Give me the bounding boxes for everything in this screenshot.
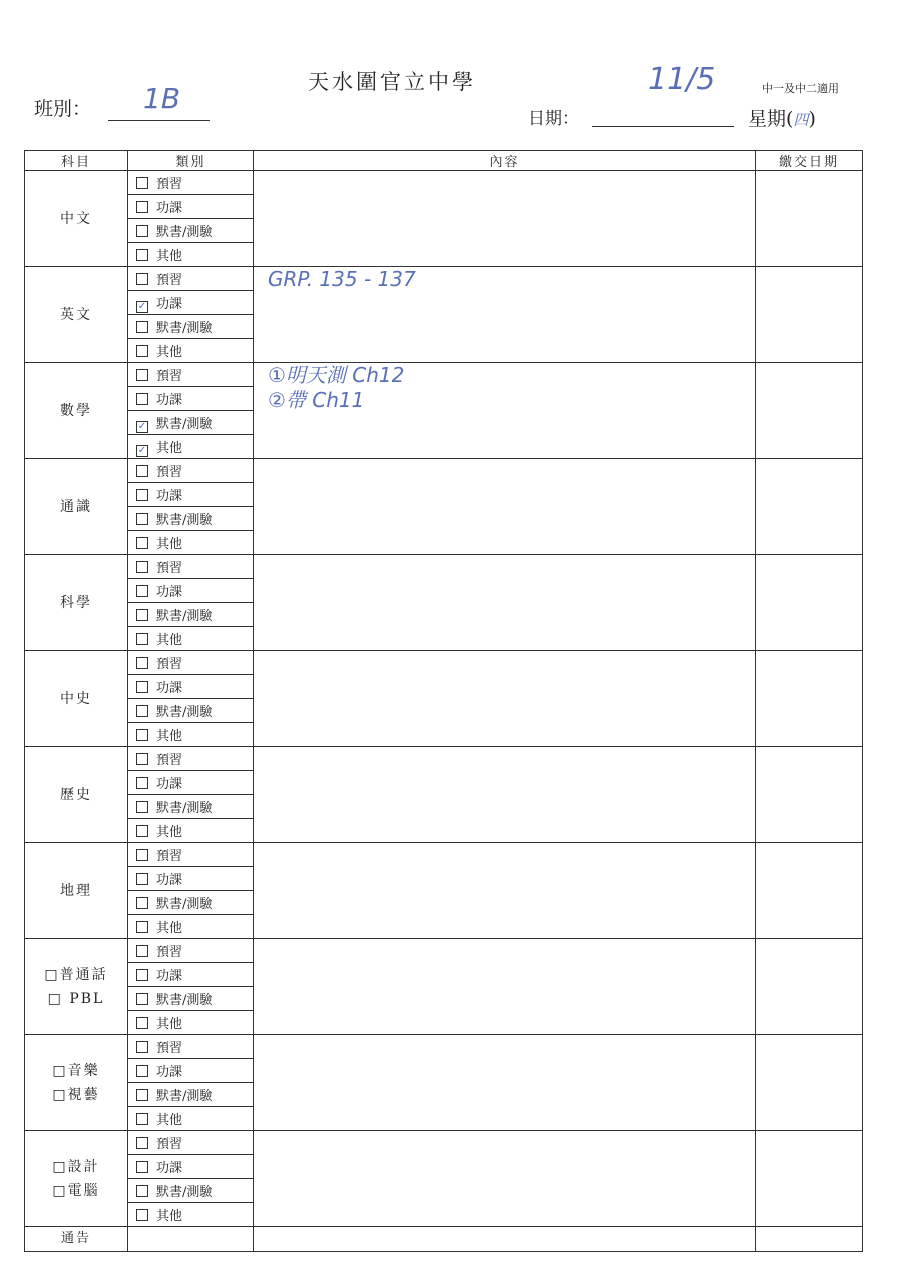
date-label: 日期： — [528, 109, 579, 129]
due-date-cell[interactable] — [756, 651, 863, 747]
category-label: 預習 — [156, 945, 183, 960]
category-cell[interactable] — [128, 651, 254, 675]
category-label: 默書/測驗 — [156, 801, 213, 816]
category-cell[interactable] — [128, 339, 254, 363]
checkbox-icon[interactable] — [136, 993, 148, 1005]
category-cell[interactable] — [128, 1011, 254, 1035]
category-cell[interactable] — [128, 795, 254, 819]
category-label: 功課 — [156, 873, 183, 888]
handwritten-note: ①明天測 Ch12 — [268, 363, 405, 387]
handwritten-note: GRP. 135 - 137 — [268, 267, 416, 291]
checkbox-icon[interactable] — [136, 585, 148, 597]
category-label: 默書/測驗 — [156, 897, 213, 912]
subject-label: 科學 — [60, 594, 92, 611]
table-row — [25, 1035, 863, 1059]
checkbox-icon[interactable] — [136, 633, 148, 645]
table-row — [25, 171, 863, 195]
subject-label: 中史 — [60, 690, 92, 707]
due-date-cell[interactable] — [756, 1131, 863, 1227]
category-label: 其他 — [156, 440, 183, 456]
checkbox-checked-icon[interactable]: ✓ — [137, 420, 147, 432]
category-label: 預習 — [156, 849, 183, 864]
content-cell[interactable] — [254, 267, 756, 363]
checkbox-icon[interactable] — [136, 1185, 148, 1197]
subject-cell — [25, 171, 128, 267]
applicable-note: 中一及中二適用 — [762, 82, 839, 95]
category-cell[interactable] — [128, 459, 254, 483]
due-date-cell[interactable] — [756, 939, 863, 1035]
due-date-cell[interactable] — [756, 363, 863, 459]
category-cell[interactable] — [128, 915, 254, 939]
category-cell[interactable] — [128, 603, 254, 627]
category-cell[interactable] — [128, 363, 254, 387]
category-label: 功課 — [156, 969, 183, 984]
col-category: 類別 — [128, 151, 254, 171]
subject-label: 地理 — [60, 882, 92, 899]
category-cell[interactable] — [128, 435, 254, 459]
category-label: 功課 — [156, 1161, 183, 1176]
checkbox-icon[interactable] — [136, 1089, 148, 1101]
table-row — [25, 651, 863, 675]
checkbox-icon[interactable] — [136, 801, 148, 813]
subject-label: □電腦 — [52, 1182, 100, 1199]
col-subject: 科目 — [25, 151, 128, 171]
category-cell[interactable] — [128, 867, 254, 891]
checkbox-icon[interactable] — [136, 369, 148, 381]
category-label: 功課 — [156, 393, 183, 408]
category-label: 默書/測驗 — [156, 1185, 213, 1200]
table-row — [25, 1131, 863, 1155]
category-label: 功課 — [156, 1065, 183, 1080]
notice-content-cell[interactable] — [254, 1227, 756, 1252]
category-cell[interactable] — [128, 819, 254, 843]
subject-cell — [25, 459, 128, 555]
category-cell[interactable] — [128, 699, 254, 723]
content-cell[interactable] — [254, 1035, 756, 1131]
category-cell[interactable] — [128, 1179, 254, 1203]
class-value: 1B — [143, 82, 181, 115]
handwritten-note: ②帶 Ch11 — [268, 388, 365, 412]
subject-cell — [25, 747, 128, 843]
category-label: 功課 — [156, 681, 183, 696]
category-cell[interactable] — [128, 1203, 254, 1227]
weekday-suffix: ) — [808, 108, 816, 130]
content-cell[interactable] — [254, 747, 756, 843]
category-label: 默書/測驗 — [156, 513, 213, 528]
subject-label: 通識 — [60, 498, 92, 515]
category-label: 其他 — [156, 921, 183, 936]
checkbox-icon[interactable] — [136, 945, 148, 957]
category-label: 預習 — [156, 177, 183, 192]
category-label: 其他 — [156, 537, 183, 552]
category-label: 預習 — [156, 657, 183, 672]
checkbox-icon[interactable] — [136, 705, 148, 717]
subject-cell — [25, 267, 128, 363]
checkbox-icon[interactable] — [136, 561, 148, 573]
category-label: 默書/測驗 — [156, 609, 213, 624]
checkbox-icon[interactable] — [136, 489, 148, 501]
category-cell[interactable] — [128, 747, 254, 771]
school-name: 天水圍官立中學 — [308, 70, 476, 94]
category-label: 預習 — [156, 465, 183, 480]
category-label: 預習 — [156, 1137, 183, 1152]
category-label: 其他 — [156, 345, 183, 360]
category-cell[interactable] — [128, 579, 254, 603]
checkbox-icon[interactable] — [136, 897, 148, 909]
checkbox-icon[interactable] — [136, 609, 148, 621]
subject-cell — [25, 1131, 128, 1227]
table-row — [25, 747, 863, 771]
date-underline — [592, 126, 734, 127]
category-cell[interactable] — [128, 675, 254, 699]
category-cell[interactable] — [128, 771, 254, 795]
subject-cell — [25, 555, 128, 651]
notice-row — [25, 1227, 863, 1252]
subject-label: □設計 — [52, 1158, 100, 1175]
checkbox-checked-icon[interactable]: ✓ — [137, 300, 147, 312]
category-cell[interactable] — [128, 939, 254, 963]
category-label: 其他 — [156, 1113, 183, 1128]
checkbox-icon[interactable] — [136, 465, 148, 477]
homework-table — [24, 150, 863, 1252]
subject-label: □ PBL — [47, 990, 105, 1007]
checkbox-icon[interactable] — [136, 201, 148, 213]
subject-cell — [25, 1035, 128, 1131]
category-label: 功課 — [156, 201, 183, 216]
category-cell[interactable] — [128, 987, 254, 1011]
category-label: 其他 — [156, 729, 183, 744]
subject-cell — [25, 651, 128, 747]
checkbox-icon[interactable] — [136, 873, 148, 885]
checkbox-icon[interactable] — [136, 1161, 148, 1173]
subject-cell — [25, 363, 128, 459]
checkbox-icon[interactable] — [136, 849, 148, 861]
class-label: 班別： — [34, 98, 92, 120]
category-label: 功課 — [156, 489, 183, 504]
due-date-cell[interactable] — [756, 555, 863, 651]
subject-label: 數學 — [60, 402, 92, 419]
weekday-value: 四 — [793, 111, 809, 129]
category-cell[interactable] — [128, 195, 254, 219]
checkbox-icon[interactable] — [136, 657, 148, 669]
date-value: 11/5 — [648, 62, 716, 97]
checkbox-icon[interactable] — [136, 1209, 148, 1221]
category-label: 默書/測驗 — [156, 225, 213, 240]
content-cell[interactable] — [254, 459, 756, 555]
category-label: 其他 — [156, 1017, 183, 1032]
subject-label: 中文 — [60, 210, 92, 227]
category-cell[interactable] — [128, 1083, 254, 1107]
due-date-cell[interactable] — [756, 1035, 863, 1131]
category-cell[interactable] — [128, 171, 254, 195]
content-cell[interactable] — [254, 843, 756, 939]
checkbox-icon[interactable] — [136, 1065, 148, 1077]
category-cell[interactable] — [128, 1107, 254, 1131]
subject-label: □普通話 — [44, 966, 108, 983]
category-cell[interactable] — [128, 891, 254, 915]
checkbox-icon[interactable] — [136, 1041, 148, 1053]
content-cell[interactable] — [254, 1131, 756, 1227]
category-cell[interactable] — [128, 411, 254, 435]
category-cell[interactable] — [128, 507, 254, 531]
due-date-cell[interactable] — [756, 171, 863, 267]
category-cell[interactable] — [128, 267, 254, 291]
checkbox-icon[interactable] — [136, 273, 148, 285]
checkbox-icon[interactable] — [136, 921, 148, 933]
table-row — [25, 555, 863, 579]
category-cell[interactable] — [128, 963, 254, 987]
notice-due-cell[interactable] — [756, 1227, 863, 1252]
content-cell[interactable] — [254, 363, 756, 459]
table-row — [25, 843, 863, 867]
checkbox-icon[interactable] — [136, 537, 148, 549]
checkbox-icon[interactable] — [136, 1113, 148, 1125]
checkbox-icon[interactable] — [136, 753, 148, 765]
content-cell[interactable] — [254, 651, 756, 747]
due-date-cell[interactable] — [756, 459, 863, 555]
table-row — [25, 363, 863, 387]
category-label: 預習 — [156, 1041, 183, 1056]
subject-label: 歷史 — [60, 786, 92, 803]
checkbox-icon[interactable] — [136, 777, 148, 789]
table-header-row — [25, 151, 863, 171]
subject-cell — [25, 843, 128, 939]
checkbox-checked-icon[interactable]: ✓ — [137, 444, 147, 456]
checkbox-icon[interactable] — [136, 225, 148, 237]
content-cell[interactable] — [254, 939, 756, 1035]
checkbox-icon[interactable] — [136, 393, 148, 405]
category-label: 默書/測驗 — [156, 705, 213, 720]
subject-label: 英文 — [60, 306, 92, 323]
category-cell[interactable] — [128, 219, 254, 243]
category-label: 默書/測驗 — [156, 321, 213, 336]
content-cell[interactable] — [254, 171, 756, 267]
category-label: 功課 — [156, 296, 183, 312]
col-due: 繳交日期 — [756, 151, 863, 171]
category-cell[interactable] — [128, 315, 254, 339]
category-label: 預習 — [156, 561, 183, 576]
weekday-prefix: 星期( — [748, 108, 794, 130]
category-cell[interactable] — [128, 1155, 254, 1179]
table-row — [25, 267, 863, 291]
checkbox-icon[interactable] — [136, 345, 148, 357]
checkbox-icon[interactable] — [136, 681, 148, 693]
category-cell[interactable] — [128, 627, 254, 651]
checkbox-icon[interactable] — [136, 969, 148, 981]
checkbox-icon[interactable] — [136, 1137, 148, 1149]
col-content: 內容 — [254, 151, 756, 171]
category-label: 其他 — [156, 1209, 183, 1224]
notice-category-cell[interactable] — [128, 1227, 254, 1252]
due-date-cell[interactable] — [756, 843, 863, 939]
due-date-cell[interactable] — [756, 747, 863, 843]
subject-cell — [25, 939, 128, 1035]
weekday-field — [748, 104, 816, 131]
category-label: 其他 — [156, 633, 183, 648]
table-row — [25, 939, 863, 963]
category-cell[interactable] — [128, 843, 254, 867]
notice-label: 通告 — [25, 1227, 128, 1252]
subject-label: □音樂 — [52, 1062, 100, 1079]
category-cell[interactable] — [128, 531, 254, 555]
category-label: 默書/測驗 — [156, 993, 213, 1008]
checkbox-icon[interactable] — [136, 729, 148, 741]
category-cell[interactable] — [128, 243, 254, 267]
category-cell[interactable] — [128, 1035, 254, 1059]
category-cell[interactable] — [128, 1059, 254, 1083]
category-label: 功課 — [156, 585, 183, 600]
due-date-cell[interactable] — [756, 267, 863, 363]
category-cell[interactable] — [128, 483, 254, 507]
category-label: 功課 — [156, 777, 183, 792]
category-label: 其他 — [156, 249, 183, 264]
content-cell[interactable] — [254, 555, 756, 651]
category-cell[interactable] — [128, 1131, 254, 1155]
table-row — [25, 459, 863, 483]
category-cell[interactable] — [128, 555, 254, 579]
checkbox-icon[interactable] — [136, 513, 148, 525]
class-underline — [108, 120, 210, 121]
checkbox-icon[interactable] — [136, 177, 148, 189]
category-cell[interactable] — [128, 387, 254, 411]
checkbox-icon[interactable] — [136, 825, 148, 837]
subject-label: □視藝 — [52, 1086, 100, 1103]
category-cell[interactable] — [128, 723, 254, 747]
category-label: 默書/測驗 — [156, 1089, 213, 1104]
category-label: 預習 — [156, 273, 183, 288]
category-label: 默書/測驗 — [156, 416, 213, 432]
category-cell[interactable] — [128, 291, 254, 315]
category-label: 預習 — [156, 753, 183, 768]
category-label: 預習 — [156, 369, 183, 384]
category-label: 其他 — [156, 825, 183, 840]
checkbox-icon[interactable] — [136, 249, 148, 261]
checkbox-icon[interactable] — [136, 1017, 148, 1029]
checkbox-icon[interactable] — [136, 321, 148, 333]
